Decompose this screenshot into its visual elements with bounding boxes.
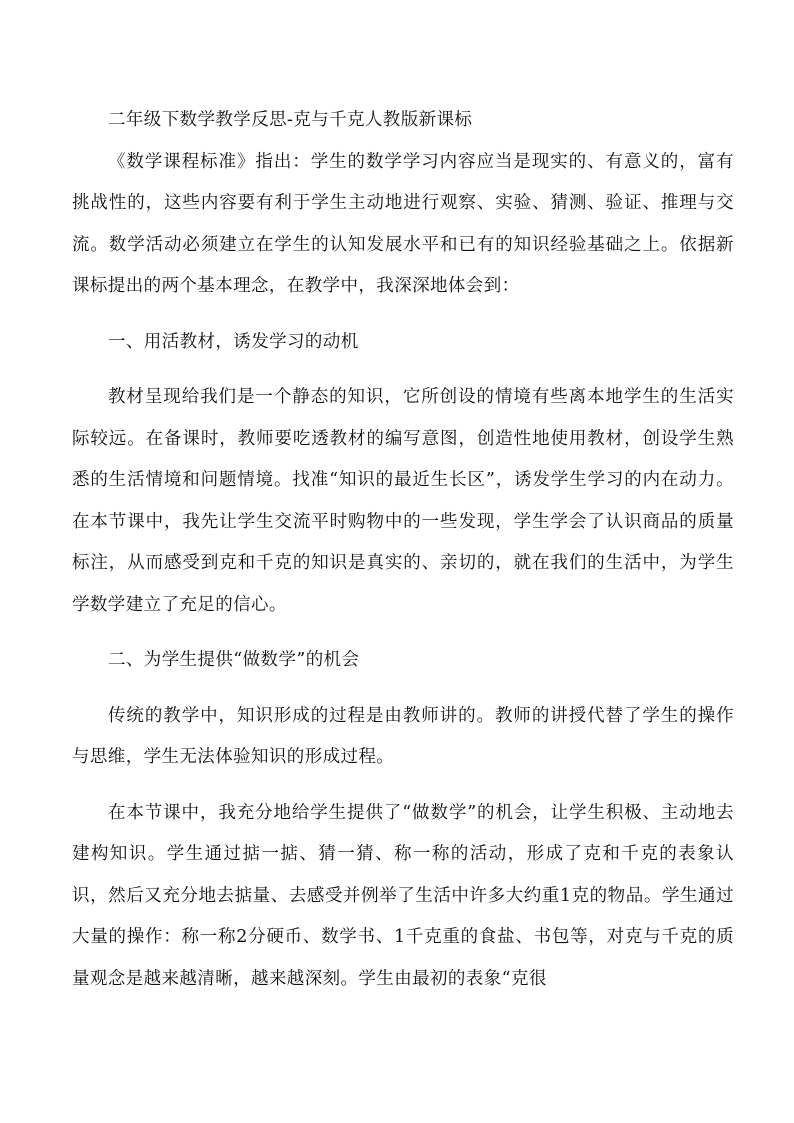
document-body (72, 100, 734, 1000)
section-2-paragraph-1: 传统的教学中，知识形成的过程是由教师讲的。教师的讲授代替了学生的操作与思维，学生无法体验知识的形成过程。 (72, 705, 734, 767)
section-2-heading: 二、为学生提供“做数学”的机会 (108, 650, 360, 670)
document-title: 二年级下数学教学反思-克与千克人教版新课标 (108, 110, 473, 130)
intro-paragraph: 《数学课程标准》指出：学生的数学学习内容应当是现实的、有意义的，富有挑战性的，这些内容要有利于学生主动地进行观察、实验、猜测、验证、推理与交流。数学活动必须建立在学生的认知发展水平和已有的知识经验基础之上。依据新课标提出的两个基本理念，在教学中，我深深地体会到： (72, 151, 734, 296)
section-1-heading: 一、用活教材，诱发学习的动机 (108, 331, 359, 352)
section-2-paragraph-2: 在本节课中，我充分地给学生提供了“做数学”的机会，让学生积极、主动地去建构知识。学生通过掂一掂、猜一猜、称一称的活动，形成了克和千克的表象认识，然后又充分地去掂量、去感受并例举了生活中许多大约重1克的物品。学生通过大量的操作：称一称2分硬币、数学书、1千克重的食盐、书包等，对克与千克的质量观念是越来越清晰，越来越深刻。学生由最初的表象“克很 (72, 802, 734, 989)
section-1-paragraph: 教材呈现给我们是一个静态的知识，它所创设的情境有些离本地学生的生活实际较远。在备课时，教师要吃透教材的编写意图，创造性地使用教材，创设学生熟悉的生活情境和问题情境。找准“知识的最近生长区”，诱发学生学习的内在动力。在本节课中，我先让学生交流平时购物中的一些发现，学生学会了认识商品的质量标注，从而感受到克和千克的知识是真实的、亲切的，就在我们的生活中，为学生学数学建立了充足的信心。 (72, 387, 734, 615)
